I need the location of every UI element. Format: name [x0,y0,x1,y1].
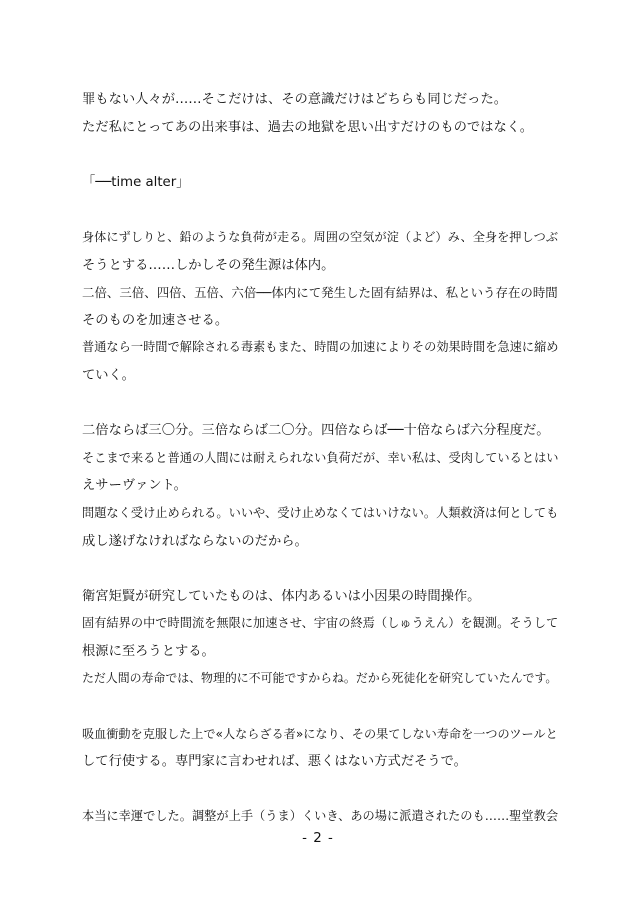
paragraph-gap [82,390,562,418]
text-line: えサーヴァント。 [82,478,187,494]
text-line: 二倍、三倍、四倍、五倍、六倍──体内にて発生した固有結界は、私という存在の時間 [82,285,558,301]
text-line: ただ私にとってあの出来事は、過去の地獄を思い出すだけのものではなく。 [82,119,534,135]
text-line: 二倍ならば三〇分。三倍ならば二〇分。四倍ならば──十倍ならば六分程度だ。 [82,423,550,439]
text-line: ていく。 [82,367,135,383]
paragraph-gap [82,141,562,169]
text-line: 吸血衝動を克服した上で«人ならざる者»になり、その果てしない寿命を一つのツールと [82,726,558,741]
text-line: して行使する。専門家に言わせれば、悪くはない方式だそうで。 [82,754,467,770]
paragraph [82,417,562,555]
page-number: - 2 - [302,831,334,846]
paragraph [82,721,562,776]
text-line: 罪もない人々が……そこだけは、その意識だけはどちらも同じだった。 [82,92,508,107]
text-line: 衛宮矩賢が研究していたものは、体内あるいは小因果の時間操作。 [82,588,481,604]
paragraph [82,803,562,831]
text-line: 「──time alter」 [82,174,190,190]
paragraph [82,224,562,390]
text-line: そこまで来ると普通の人間には耐えられない負荷だが、幸い私は、受肉しているとはい [82,450,559,465]
text-line: 普通なら一時間で解除される毒素もまた、時間の加速によりその効果時間を急速に縮め [82,340,559,355]
text-line: そうとする……しかしその発生源は体内。 [82,257,335,273]
paragraph-gap [82,555,562,583]
body-text [82,86,562,831]
text-line: そのものを加速させる。 [82,312,229,328]
paragraph-gap [82,196,562,224]
paragraph [82,583,562,693]
text-line: 根源に至ろうとする。 [82,643,215,659]
text-line: 問題なく受け止められる。いいや、受け止めなくてはいけない。人類救済は何としても [82,505,559,520]
text-line: 身体にずしりと、鉛のような負荷が走る。周囲の空気が淀（よど）み、全身を押しつぶ [82,229,559,244]
text-line: 固有結界の中で時間流を無限に加速させ、宇宙の終焉（しゅうえん）を観測。そうして [82,616,559,631]
paragraph-gap [82,693,562,721]
paragraph-gap [82,776,562,804]
paragraph [82,86,562,141]
paragraph [82,169,562,197]
text-line: 本当に幸運でした。調整が上手（うま）くいき、あの場に派遣されたのも……聖堂教会 [82,809,559,824]
text-line: 成し遂げなければならないのだから。 [82,533,308,549]
text-line: ただ人間の寿命では、物理的に不可能ですからね。だから死徒化を研究していたんです。 [82,671,558,686]
